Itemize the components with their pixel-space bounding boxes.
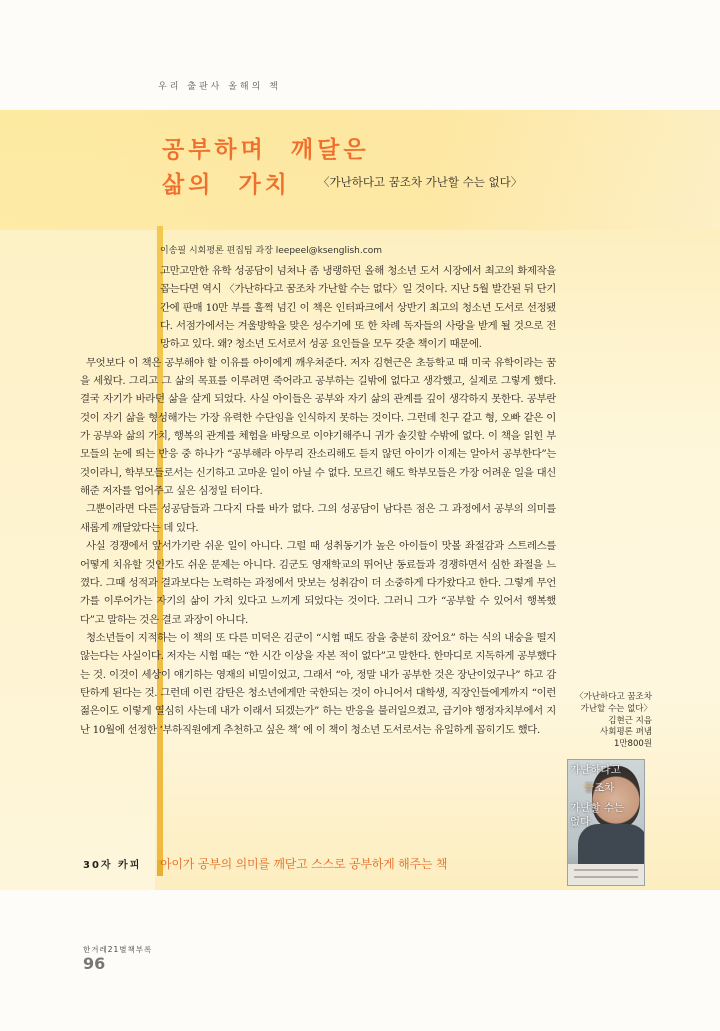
headline-line-2: 삶의 가치 (162, 172, 291, 198)
cover-title-1: 가난하다고 (570, 764, 621, 776)
book-publisher: 사회평론 펴냄 (600, 727, 652, 738)
book-cover-image (567, 759, 645, 886)
book-title-line-1: 〈가난하다고 꿈조차 (575, 692, 652, 702)
author-byline: 이송필 시회평론 편집팀 과장 leepeel@ksenglish.com (160, 246, 382, 256)
page-number: 96 (83, 954, 106, 973)
article-body (80, 262, 556, 739)
book-info (560, 692, 652, 751)
cover-title-3: 가난할 수는 (570, 802, 625, 814)
paragraph-4: 사실 경쟁에서 앞서가기란 쉬운 일이 아니다. 그럴 때 성취동기가 높은 아이들이 맛볼 좌절감과 스트레스를 어떻게 치유할 것인가도 쉬운 문제는 아니다. 김군도 영재학교의 뛰어난 동료들과 경쟁하면서 심한 좌절을 느꼈다. 그때 성적과 결과보다는 노력하는 과정에서 맛보는 성취감이 더 소중하게 다가왔다고 한다. 그렇게 무언가를 이루어가는 자기의 삶이 가치 있다고 느끼게 되었다는 것이다. 그러니 그가 “공부할 수 있어서 행복했다”고 말하는 것은 결코 과장이 아니다. (80, 540, 556, 626)
section-kicker: 우리 출판사 올해의 책 (158, 82, 281, 92)
copy-tagline: 아이가 공부의 의미를 깨닫고 스스로 공부하게 해주는 책 (160, 857, 448, 871)
cover-title-2-rest: 조차 (594, 782, 615, 794)
cover-title-4: 없다 (570, 816, 591, 828)
copy-label: 30자 카피 (83, 860, 142, 871)
paragraph-2: 무엇보다 이 책은 공부해야 할 이유를 아이에게 깨우쳐준다. 저자 김현근은 초등학교 때 미국 유학이라는 꿈을 세웠다. 그리고 그 삶의 목표를 이루려면 죽어라고 공부하는 길밖에 없다고 생각했고, 실제로 그렇게 했다. 결국 자기가 바라던 삶을 살게 되었다. 사실 아이들은 공부와 자기 삶의 관계를 깊이 생각하지 못한다. 공부란 것이 자기 삶을 형성해가는 가장 유력한 수단임을 인식하지 못하는 것이다. 그런데 친구 같고 형, 오빠 같은 이가 공부와 삶의 가치, 행복의 관계를 체험을 바탕으로 이야기해주니 귀가 솔깃할 수밖에 없다. 이 책을 읽힌 부모들의 눈에 띄는 반응 중 하나가 “공부해라 아무리 잔소리해도 듣지 않던 아이가 이제는 알아서 공부한다”는 것이라니, 학부모들로서는 신기하고 고마운 일이 아닐 수 없다. 모르긴 해도 학부모들은 가장 어려운 일을 대신해준 저자를 업어주고 싶은 심정일 터이다. (80, 356, 556, 498)
cover-title-2-accent: 꿈 (584, 782, 595, 794)
folio-label: 한겨레21별책부록 (83, 945, 153, 954)
cover-portrait-body (578, 824, 645, 864)
cover-title-2 (584, 782, 645, 795)
book-author: 김현근 지음 (608, 715, 652, 726)
background-band-top (0, 110, 720, 230)
headline-line-1: 공부하며 깨달은 (162, 137, 370, 163)
paragraph-3: 그뿐이라면 다른 성공담들과 그다지 다를 바가 없다. 그의 성공담이 남다른 점은 그 과정에서 공부의 의미를 새롭게 깨달았다는 데 있다. (80, 503, 556, 534)
book-title-subtitle: 〈가난하다고 꿈조차 가난할 수는 없다〉 (318, 175, 523, 189)
book-title-line-2: 가난할 수는 없다〉 (580, 703, 652, 714)
book-price: 1만800원 (613, 739, 652, 750)
paragraph-1: 고만고만한 유학 성공담이 넘쳐나 좀 냉랭하던 올해 청소년 도서 시장에서 최고의 화제작을 꼽는다면 역시 〈가난하다고 꿈조차 가난할 수는 없다〉일 것이다. 지난 5월 발간된 뒤 단기간에 판매 10만 부를 훌쩍 넘긴 이 책은 인터파크에서 상반기 최고의 청소년 도서로 선정됐다. 서점가에서는 겨울방학을 맞은 성수기에 또 한 차례 독자들의 사랑을 받게 될 것으로 전망하고 있다. 왜? 청소년 도서로서 성공 요인들을 모두 갖춘 책이기 때문에. (160, 265, 556, 351)
cover-bottom-strip (568, 864, 644, 885)
paragraph-5: 청소년들이 지적하는 이 책의 또 다른 미덕은 김군이 “시험 때도 잠을 충분히 잤어요” 하는 식의 내숭을 떨지 않는다는 사실이다. 저자는 시험 때는 “한 시간 이상을 자본 적이 없다”고 말한다. 한마디로 지독하게 공부했다는 것. 이것이 세상이 얘기하는 영재의 비밀이었고, 그래서 “아, 정말 내가 공부한 것은 장난이었구나” 하고 감탄하게 된다는 것. 그런데 이런 감탄은 청소년에게만 국한되는 것이 아니어서 대학생, 직장인들에게까지 “이런 젊은이도 이렇게 열심히 사는데 내가 이래서 되겠는가” 하는 반응을 불러일으켰고, 급기야 행정자치부에서 지난 10월에 선정한 ‘부하직원에게 추천하고 싶은 책’ 에 이 책이 청소년 도서로서는 유일하게 꼽히기도 했다. (80, 631, 556, 736)
